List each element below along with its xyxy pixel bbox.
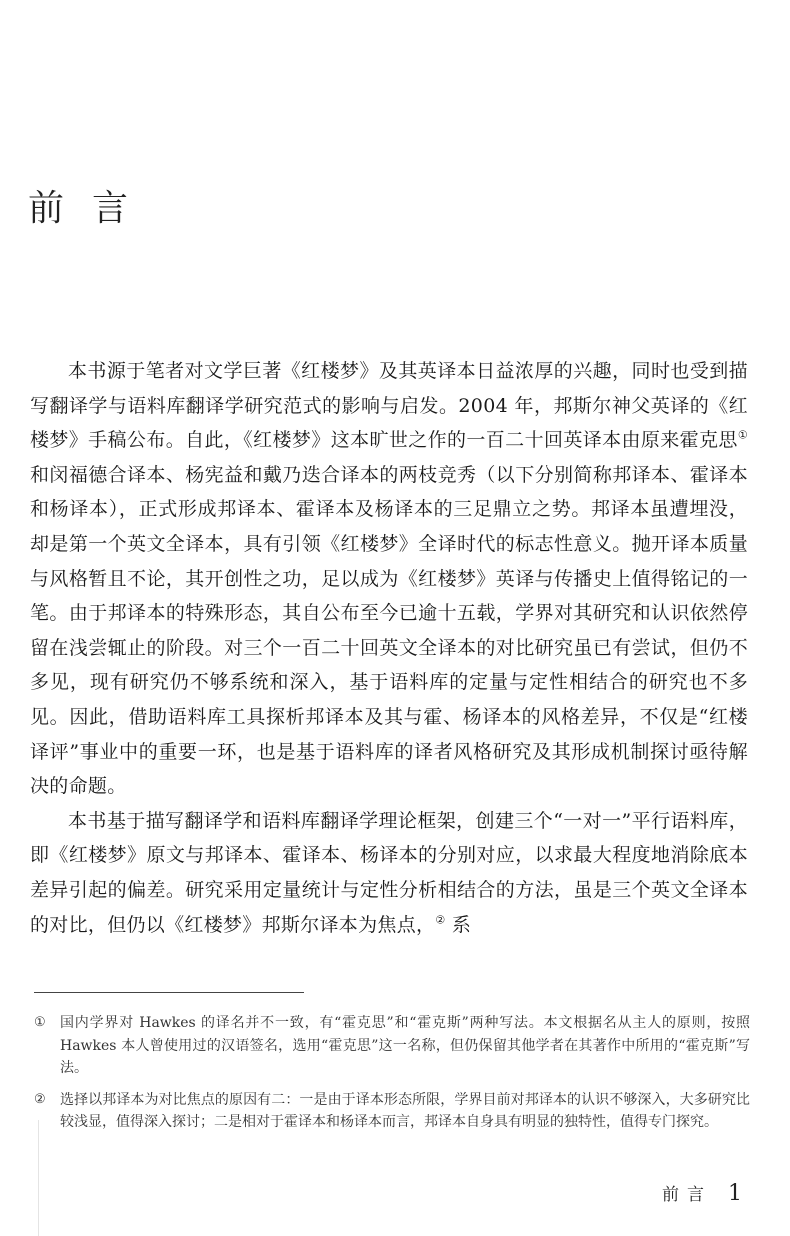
footnote-2 <box>34 1089 750 1134</box>
paragraph-2-part-2: 系 <box>445 913 472 936</box>
chapter-heading: 前言 <box>28 188 157 230</box>
footnote-ref-1: ① <box>737 428 748 442</box>
footnote-separator <box>34 992 304 993</box>
footnote-2-text: 选择以邦译本为对比焦点的原因有二：一是由于译本形态所限，学界目前对邦译本的认识不够深入，大多研究比较浅显，值得深入探讨；二是相对于霍译本和杨译本而言，邦译本自身具有明显的独特性，值得专门探究。 <box>60 1091 750 1130</box>
paragraph-2 <box>30 804 748 942</box>
footnotes <box>34 1012 750 1143</box>
paragraph-1-part-1: 本书源于笔者对文学巨著《红楼梦》及其英译本日益浓厚的兴趣，同时也受到描写翻译学与语料库翻译学研究范式的影响与启发。2004 年，邦斯尔神父英译的《红楼梦》手稿公布。自此，《红楼梦》这本旷世之作的一百二十回英译本由原来霍克思 <box>30 360 748 452</box>
main-text <box>30 354 748 942</box>
footnote-1-text: 国内学界对 Hawkes 的译名并不一致，有“霍克思”和“霍克斯”两种写法。本文根据名从主人的原则，按照 Hawkes 本人曾使用过的汉语签名，选用“霍克思”这一名称，但仍保留其他学者在其著作中所用的“霍克斯”写法。 <box>60 1015 750 1076</box>
page-number: 1 <box>728 1181 742 1206</box>
paragraph-2-part-1: 本书基于描写翻译学和语料库翻译学理论框架，创建三个“一对一”平行语料库，即《红楼梦》原文与邦译本、霍译本、杨译本的分别对应，以求最大程度地消除底本差异引起的偏差。研究采用定量统计与定性分析相结合的方法，虽是三个英文全译本的对比，但仍以《红楼梦》邦斯尔译本为焦点， <box>30 809 748 936</box>
footnote-ref-2: ② <box>435 913 446 927</box>
paragraph-1-part-2: 和闵福德合译本、杨宪益和戴乃迭合译本的两枝竞秀（以下分别简称邦译本、霍译本和杨译本），正式形成邦译本、霍译本及杨译本的三足鼎立之势。邦译本虽遭埋没，却是第一个英文全译本，具有引领《红楼梦》全译时代的标志性意义。抛开译本质量与风格暂且不论，其开创性之功，足以成为《红楼梦》英译与传播史上值得铭记的一笔。由于邦译本的特殊形态，其自公布至今已逾十五载，学界对其研究和认识依然停留在浅尝辄止的阶段。对三个一百二十回英文全译本的对比研究虽已有尝试，但仍不多见，现有研究仍不够系统和深入，基于语料库的定量与定性相结合的研究也不多见。因此，借助语料库工具探析邦译本及其与霍、杨译本的风格差异，不仅是“红楼译评”事业中的重要一环，也是基于语料库的译者风格研究及其形成机制探讨亟待解决的命题。 <box>30 463 748 798</box>
footer-label: 前言 <box>662 1185 712 1205</box>
paragraph-1 <box>30 354 748 804</box>
footnote-1-number: ① <box>34 1015 46 1030</box>
running-footer <box>662 1180 742 1206</box>
footnote-1 <box>34 1012 750 1080</box>
footnote-2-number: ② <box>34 1091 46 1107</box>
